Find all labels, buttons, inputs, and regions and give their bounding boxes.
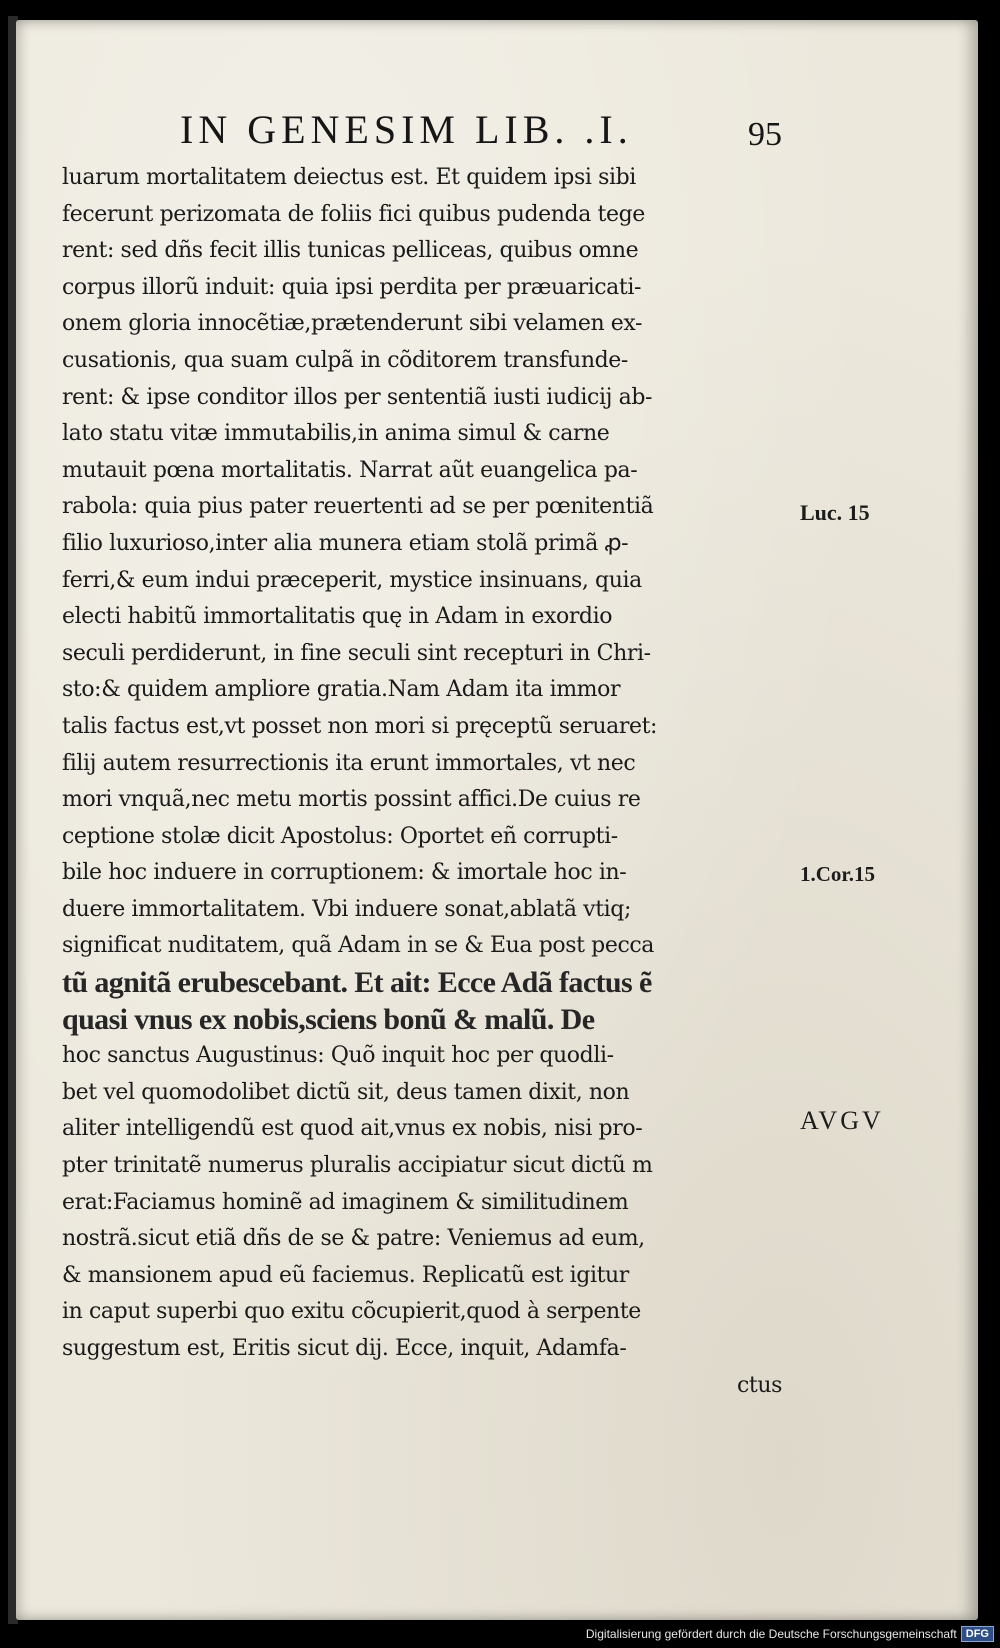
text-line: pter trinitatẽ numerus pluralis accipiatur sicut dictũ m: [62, 1153, 653, 1179]
text-line: in caput superbi quo exitu cõcupierit,quod à serpente: [62, 1299, 641, 1325]
text-line: onem gloria innocẽtiæ,prætenderunt sibi velamen ex-: [62, 311, 643, 337]
text-line: electi habitũ immortalitatis quę in Adam in exordio: [62, 604, 613, 630]
text-line: bile hoc induere in corruptionem: & imortale hoc in-: [62, 860, 627, 886]
running-head: IN GENESIM LIB. .I.: [180, 107, 633, 152]
text-line: rabola: quia pius pater reuertenti ad se per pœnitentiã: [62, 494, 654, 520]
text-line: duere immortalitatem. Vbi induere sonat,ablatã vtiq;: [62, 896, 631, 922]
catchword: ctus: [736, 1372, 782, 1398]
footer-credit-bar: [586, 1624, 1000, 1644]
blackletter-line: tũ agnitã erubescebant. Et ait: Ecce Adã factus ẽ: [62, 966, 652, 1000]
text-line: cusationis, qua suam culpã in cõditorem transfunde-: [62, 347, 628, 373]
marginal-note-augustine: AVGV: [800, 1106, 884, 1135]
text-line: nostrã.sicut etiã dñs de se & patre: Veniemus ad eum,: [62, 1226, 645, 1252]
text-line: significat nuditatem, quã Adam in se & Eua post pecca: [62, 933, 655, 959]
footer-credit-text: Digitalisierung gefördert durch die Deutsche Forschungsgemeinschaft: [585, 1627, 957, 1641]
marginal-note-corinthians: 1.Cor.15: [800, 862, 876, 886]
text-line: seculi perdiderunt, in fine seculi sint recepturi in Chri-: [62, 640, 651, 666]
text-line: rent: sed dñs fecit illis tunicas pelliceas, quibus omne: [62, 238, 639, 264]
text-line: mori vnquã,nec metu mortis possint affici.De cuius re: [62, 787, 641, 813]
text-line: filij autem resurrectionis ita erunt immortales, vt nec: [62, 750, 636, 776]
text-line: mutauit pœna mortalitatis. Narrat aũt euangelica pa-: [62, 457, 638, 483]
text-line: corpus illorũ induit: quia ipsi perdita per præuaricati-: [62, 274, 641, 300]
page-number: 95: [748, 116, 782, 153]
text-line: suggestum est, Eritis sicut dij. Ecce, inquit, Adamfa-: [62, 1336, 627, 1361]
dfg-logo: DFG: [961, 1626, 994, 1642]
blackletter-line: quasi vnus ex nobis,sciens bonũ & malũ. De: [62, 1002, 595, 1036]
text-line: sto:& quidem ampliore gratia.Nam Adam ita immor: [62, 677, 621, 703]
marginal-note-luke: Luc. 15: [800, 500, 870, 525]
text-line: & mansionem apud eũ faciemus. Replicatũ est igitur: [62, 1262, 629, 1288]
text-line: erat:Faciamus hominẽ ad imaginem & similitudinem: [62, 1189, 629, 1215]
body-text: [62, 160, 792, 1404]
text-line: bet vel quomodolibet dictũ sit, deus tamen dixit, non: [62, 1079, 630, 1105]
text-line: fecerunt perizomata de foliis fici quibus pudenda tege: [62, 201, 645, 227]
text-line: lato statu vitæ immutabilis,in anima simul & carne: [62, 421, 610, 447]
text-line: hoc sanctus Augustinus: Quõ inquit hoc per quodli-: [62, 1043, 614, 1069]
text-line: aliter intelligendũ est quod ait,vnus ex nobis, nisi pro-: [62, 1116, 643, 1142]
text-line: filio luxurioso,inter alia munera etiam stolã primã ꝓ-: [62, 530, 629, 556]
text-line: talis factus est,vt posset non mori si pręceptũ seruaret:: [62, 713, 658, 739]
text-line: ferri,& eum indui præceperit, mystice insinuans, quia: [62, 567, 642, 593]
text-line: luarum mortalitatem deiectus est. Et quidem ipsi sibi: [62, 165, 636, 190]
text-line: rent: & ipse conditor illos per sententiã iusti iudicij ab-: [62, 384, 653, 410]
text-line: ceptione stolæ dicit Apostolus: Oportet eñ corrupti-: [62, 823, 618, 849]
